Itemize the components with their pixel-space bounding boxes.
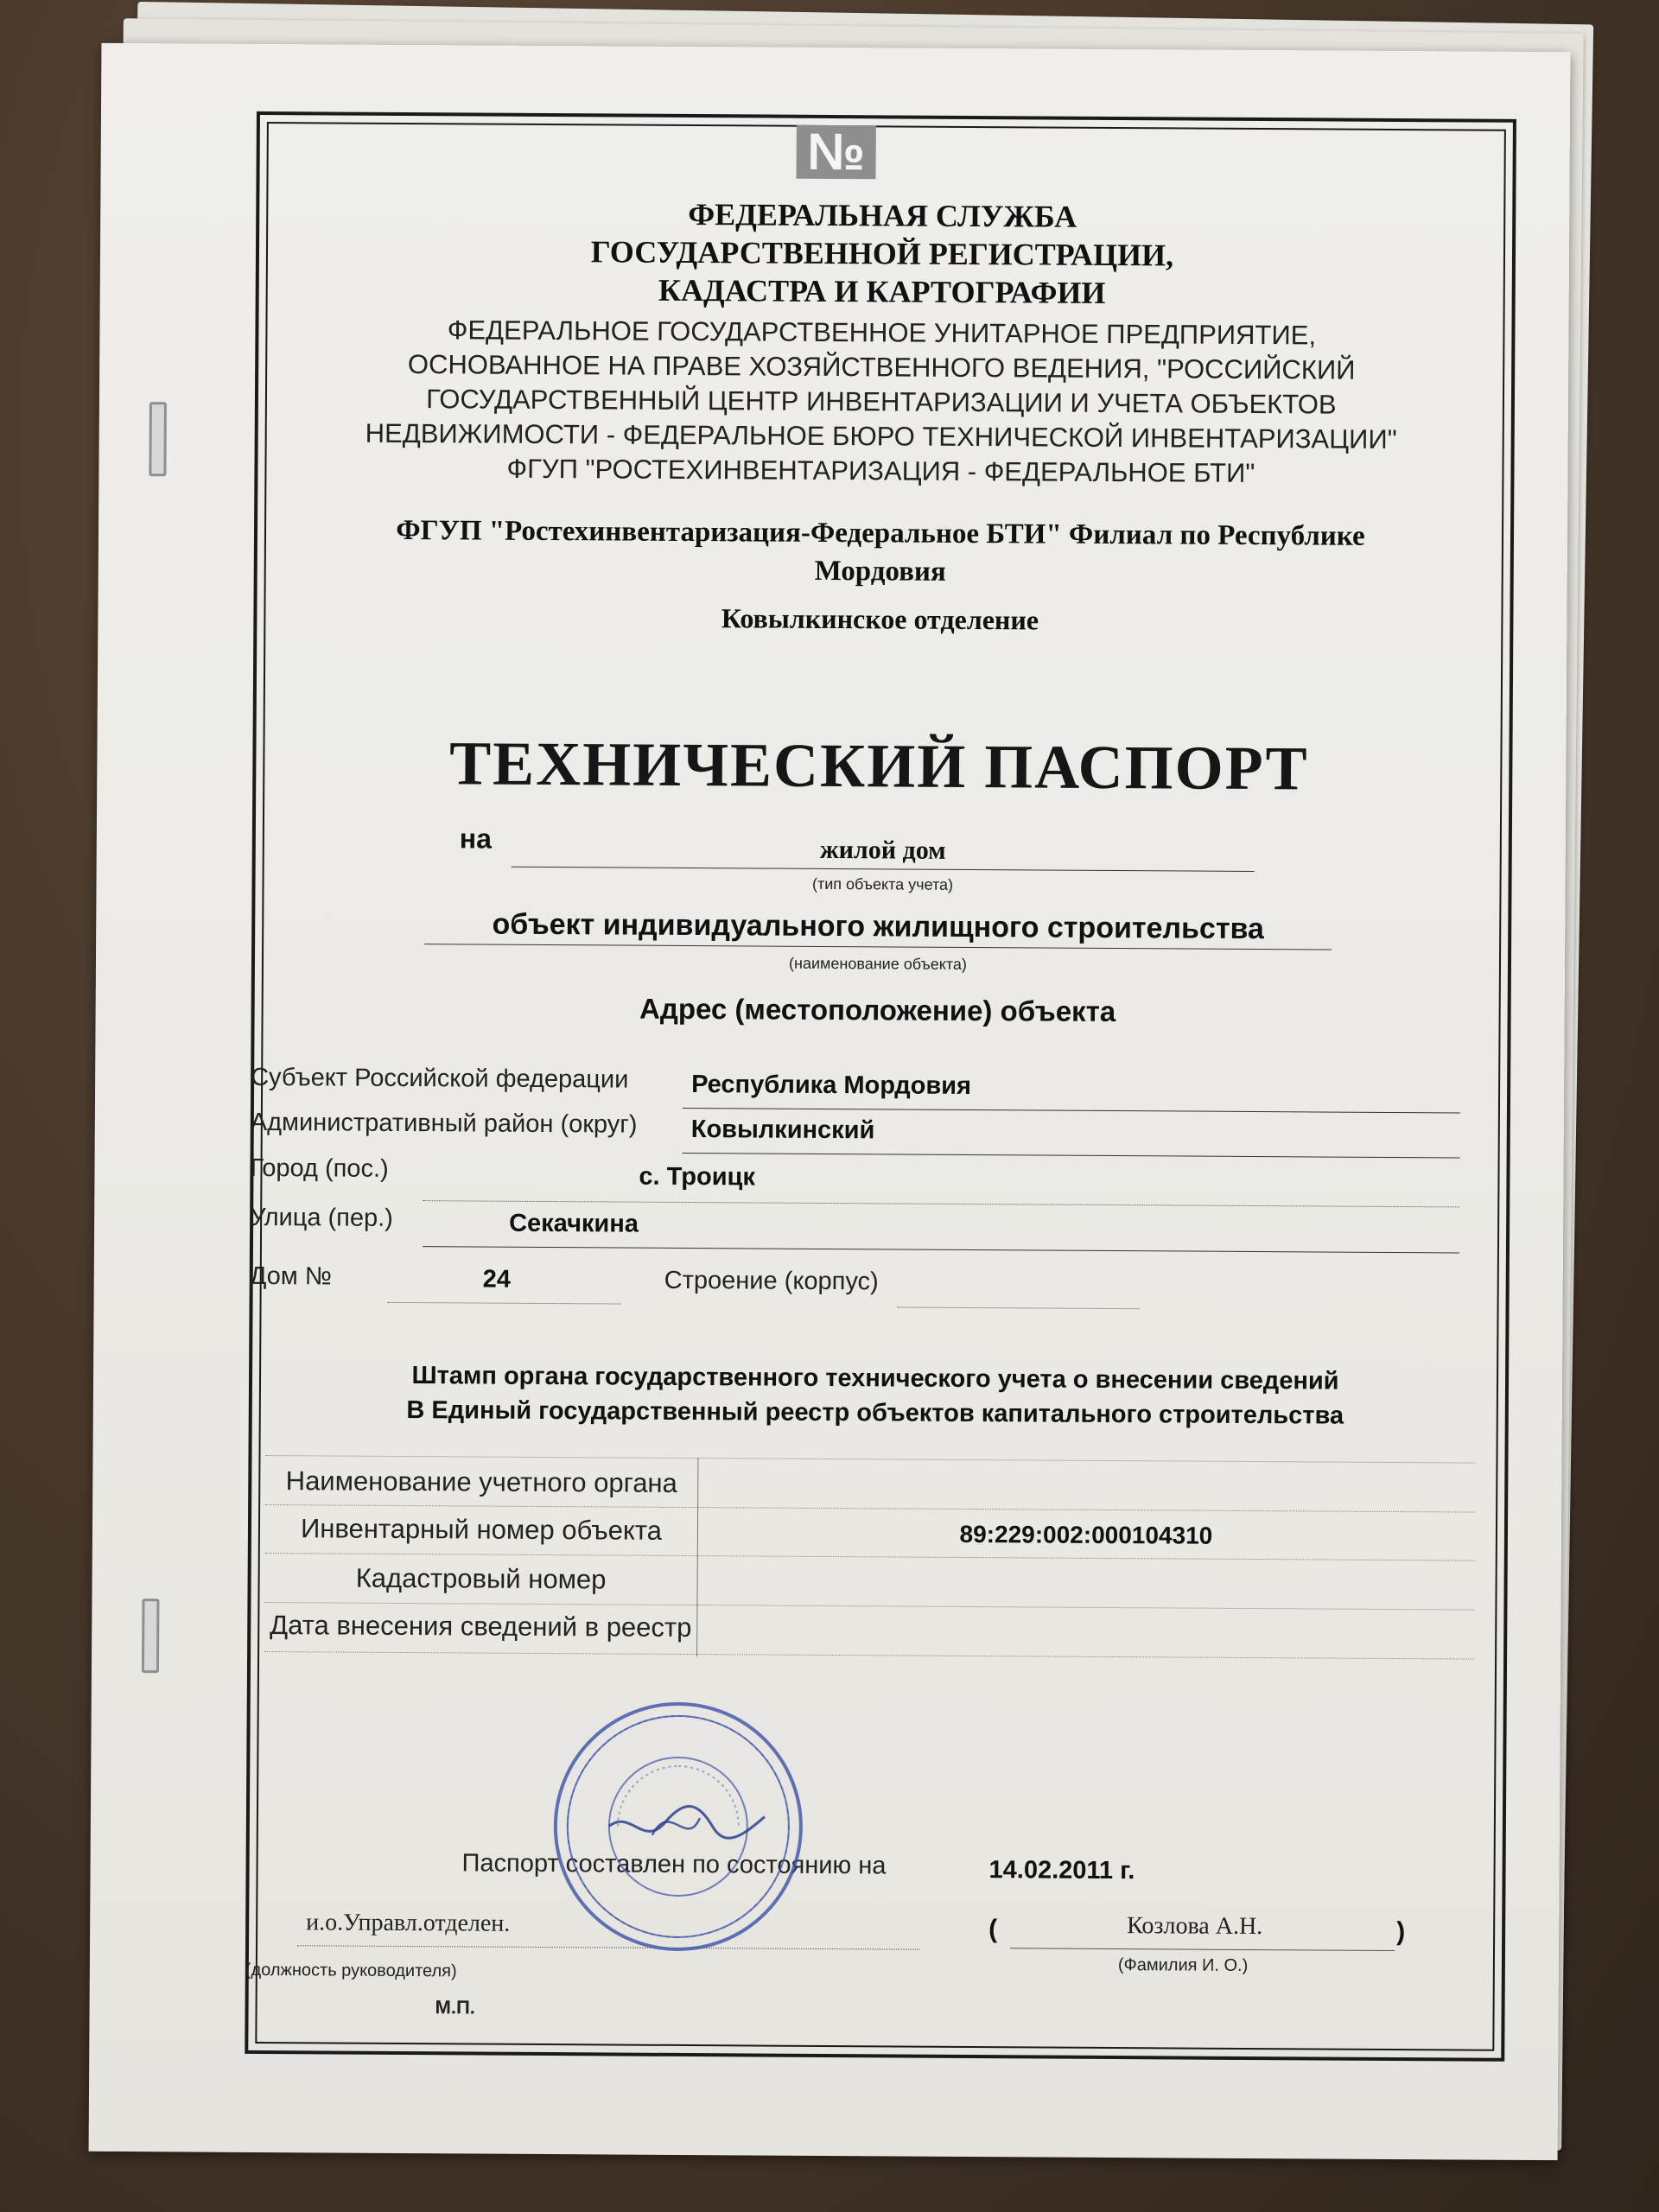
house-line (388, 1302, 621, 1305)
open-paren: ( (988, 1915, 998, 1944)
object-type-caption: (тип объекта учета) (811, 874, 954, 893)
table-rule (265, 1455, 1475, 1464)
agency-line-3: КАДАСТРА И КАРТОГРАФИИ (658, 272, 1106, 310)
address-heading: Адрес (местоположение) объекта (639, 992, 1116, 1028)
agency-title (256, 193, 1510, 315)
na-label: на (459, 823, 493, 855)
close-paren: ) (1396, 1917, 1406, 1947)
table-rule (264, 1651, 1474, 1660)
position-caption: (должность руководителя) (245, 1960, 457, 1981)
table-rule (264, 1602, 1474, 1611)
district-line (683, 1153, 1460, 1158)
table-row-label: Дата внесения сведений в реестр (270, 1610, 692, 1643)
street-label: Улица (пер.) (250, 1203, 393, 1232)
table-row-value (697, 1565, 1475, 1569)
numero-badge: № (797, 125, 876, 180)
table-row-label: Инвентарный номер объекта (300, 1513, 663, 1546)
compiled-label: Паспорт составлен по состоянию на (461, 1849, 887, 1880)
name-value: Козлова А.Н. (1127, 1912, 1263, 1941)
branch-line-2: Мордовия (814, 555, 946, 588)
object-name-value: объект индивидуального жилищного строительства (492, 907, 1265, 946)
building-line (898, 1306, 1140, 1309)
table-rule (265, 1504, 1475, 1513)
page-title: ТЕХНИЧЕСКИЙ ПАСПОРТ (448, 728, 1309, 804)
object-type-value: жилой дом (819, 835, 946, 865)
table-rule (265, 1553, 1475, 1561)
city-line (423, 1200, 1459, 1207)
table-row-value (697, 1468, 1475, 1472)
enterprise-name (254, 312, 1508, 493)
stamp-heading-line-1: Штамп органа государственного технического учета о внесении сведений (411, 1362, 1339, 1395)
compiled-date: 14.02.2011 г. (988, 1856, 1135, 1885)
street-value: Секачкина (509, 1209, 639, 1238)
enterprise-line-1: ФЕДЕРАЛЬНОЕ ГОСУДАРСТВЕННОЕ УНИТАРНОЕ ПРЕДПРИЯТИЕ, (447, 315, 1317, 351)
object-name-caption: (наименование объекта) (788, 954, 967, 973)
mp-label: М.П. (435, 1996, 476, 2018)
enterprise-line-2: ОСНОВАННОЕ НА ПРАВЕ ХОЗЯЙСТВЕННОГО ВЕДЕНИЯ, "РОССИЙСКИЙ (407, 349, 1356, 385)
subject-value: Республика Мордовия (691, 1071, 972, 1101)
district-value: Ковылкинский (690, 1116, 875, 1145)
street-line (423, 1246, 1459, 1253)
name-caption: (Фамилия И. О.) (1117, 1955, 1249, 1975)
branch-name (254, 511, 1508, 594)
position-value: и.о.Управл.отделен. (306, 1909, 511, 1937)
stamp-heading-line-2: В Единый государственный реестр объектов капитального строительства (406, 1396, 1344, 1430)
agency-line-1: ФЕДЕРАЛЬНАЯ СЛУЖБА (688, 196, 1077, 234)
building-label: Строение (корпус) (664, 1266, 879, 1296)
subject-label: Субъект Российской федерации (251, 1063, 629, 1094)
registry-stamp-heading (249, 1357, 1502, 1434)
official-seal-icon (548, 1696, 809, 1957)
enterprise-line-4: НЕДВИЖИМОСТИ - ФЕДЕРАЛЬНОЕ БЮРО ТЕХНИЧЕСКОЙ ИНВЕНТАРИЗАЦИИ" (365, 417, 1397, 454)
object-type-line (512, 867, 1255, 872)
house-label: Дом № (249, 1262, 333, 1291)
enterprise-line-3: ГОСУДАРСТВЕННЫЙ ЦЕНТР ИНВЕНТАРИЗАЦИИ И УЧЕТА ОБЪЕКТОВ (426, 384, 1337, 420)
city-label: Город (пос.) (250, 1154, 389, 1183)
subject-line (683, 1108, 1460, 1113)
name-line (1010, 1948, 1395, 1951)
branch-line-1: ФГУП "Ростехинвентаризация-Федеральное БТИ" Филиал по Республике (396, 514, 1365, 552)
district-label: Административный район (округ) (250, 1108, 638, 1139)
inventory-number-value: 89:229:002:000104310 (959, 1520, 1213, 1549)
agency-line-2: ГОСУДАРСТВЕННОЙ РЕГИСТРАЦИИ, (590, 234, 1174, 273)
table-row-value (696, 1612, 1474, 1617)
house-value: 24 (482, 1265, 512, 1294)
passport-page (89, 43, 1571, 2160)
table-row-label: Наименование учетного органа (285, 1465, 677, 1498)
department-name: Ковылкинское отделение (721, 602, 1039, 636)
enterprise-line-5: ФГУП "РОСТЕХИНВЕНТАРИЗАЦИЯ - ФЕДЕРАЛЬНОЕ БТИ" (506, 453, 1255, 488)
city-value: с. Троицк (639, 1162, 756, 1192)
table-row-label: Кадастровый номер (355, 1562, 607, 1595)
